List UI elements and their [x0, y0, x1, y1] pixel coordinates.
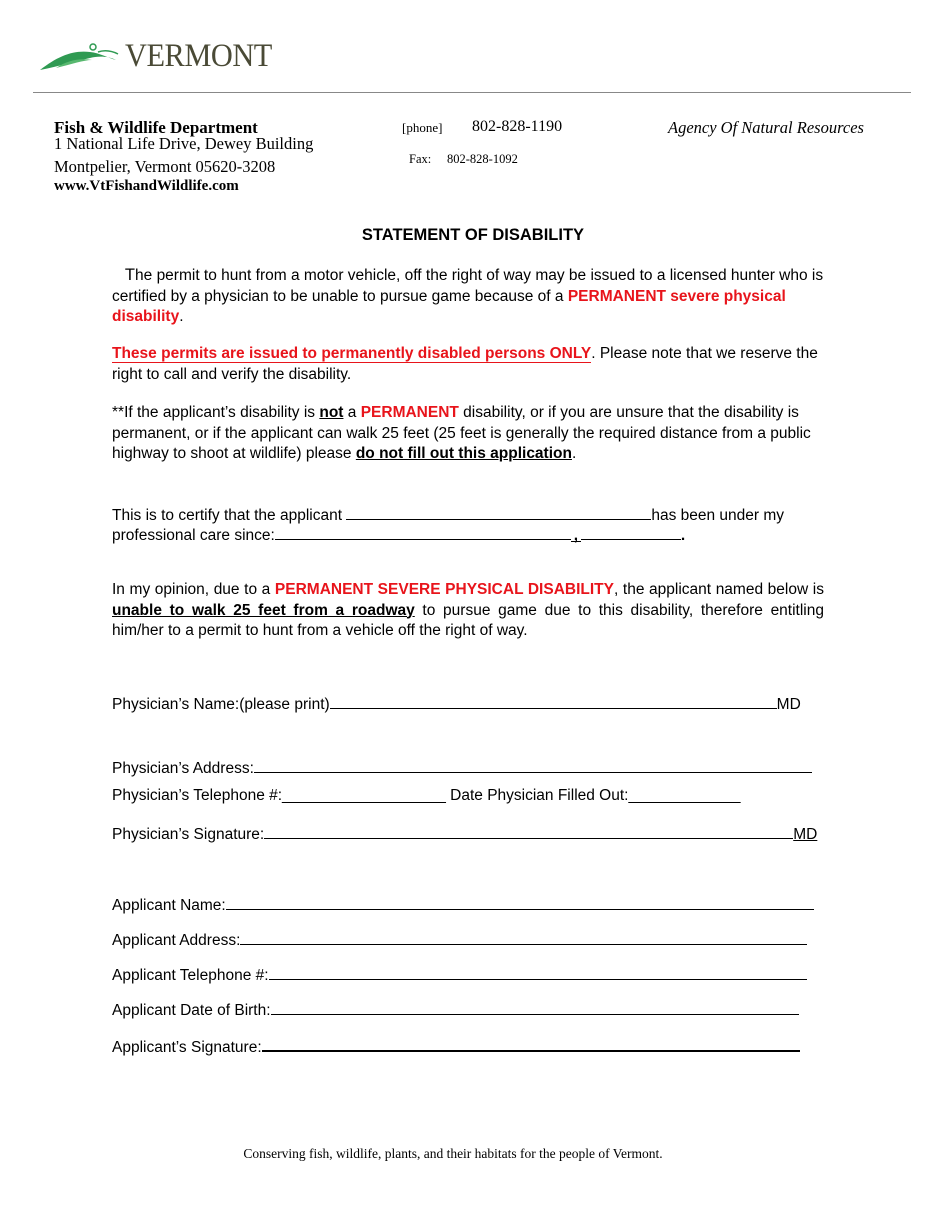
- opinion-emphasis: PERMANENT SEVERE PHYSICAL DISABILITY: [274, 581, 614, 598]
- certify-line-1: [112, 504, 784, 526]
- applicant-signature-row: [112, 1035, 800, 1058]
- intro-end: .: [179, 308, 184, 325]
- phone-number: 802-828-1190: [472, 118, 563, 135]
- physician-telephone-field[interactable]: ___________________: [282, 787, 446, 804]
- opinion-paragraph: [112, 580, 824, 642]
- physician-signature-field[interactable]: [264, 823, 793, 839]
- agency-name: Agency Of Natural Resources: [668, 118, 864, 137]
- applicant-name-field[interactable]: [346, 504, 651, 520]
- applicant-signature-input[interactable]: [262, 1035, 800, 1052]
- physician-telephone-label: Physician’s Telephone #:: [112, 787, 283, 804]
- warning-end: .: [571, 445, 577, 462]
- applicant-address-label: Applicant Address:: [112, 932, 241, 949]
- opinion-underlined: unable to walk 25 feet from a roadway: [112, 601, 415, 619]
- warning-emphasis: do not fill out this application: [355, 445, 572, 462]
- intro-emphasis: PERMANENT severe physical disability: [112, 287, 786, 325]
- document-title: STATEMENT OF DISABILITY: [361, 226, 585, 244]
- warning-text-3: disability, or if you are unsure that the disability is permanent, or if the applicant can walk 25 feet (25 feet is generally the required distance from a public highway to shoot at wildlife) please: [112, 404, 811, 462]
- phone-label: [phone]: [402, 120, 443, 135]
- physician-date-field[interactable]: _____________: [628, 787, 741, 804]
- fax-number: 802-828-1092: [447, 152, 518, 166]
- address-line-1: 1 National Life Drive, Dewey Building: [54, 134, 314, 153]
- applicant-dob-row: [112, 999, 799, 1021]
- physician-signature-row: [112, 823, 817, 845]
- intro-text: he permit to hunt from a motor vehicle, off the right of way may be issued to a licensed hunter who is certified by a physician to be unable to pursue game because of a: [112, 267, 824, 305]
- fax-label: Fax:: [409, 152, 432, 166]
- opinion-text-1: In my opinion, due to a: [112, 581, 275, 598]
- applicant-dob-input[interactable]: [271, 999, 799, 1015]
- physician-md-label: MD: [776, 696, 801, 713]
- warning-text-1: **If the applicant’s disability is: [112, 404, 320, 421]
- care-since-date-field[interactable]: [275, 524, 571, 540]
- physician-date-label: Date Physician Filled Out:: [445, 787, 629, 804]
- applicant-telephone-label: Applicant Telephone #:: [112, 967, 269, 984]
- applicant-telephone-row: [112, 964, 807, 986]
- warning-not: not: [319, 404, 344, 421]
- physician-address-label: Physician’s Address:: [112, 760, 254, 777]
- certify-text-2: has been under my: [651, 507, 785, 524]
- warning-permanent: PERMANENT: [360, 404, 459, 421]
- physician-name-row: [112, 693, 801, 715]
- physician-name-field[interactable]: [330, 693, 777, 709]
- physician-address-field[interactable]: [254, 757, 812, 773]
- permits-notice-text: . Please note that we reserve the right to call and verify the disability.: [112, 345, 818, 383]
- applicant-address-input[interactable]: [240, 929, 807, 945]
- certify-text-1: This is to certify that the applicant: [112, 507, 347, 524]
- applicant-address-row: [112, 929, 807, 951]
- footer-tagline: Conserving fish, wildlife, plants, and their habitats for the people of Vermont.: [243, 1146, 663, 1161]
- permits-notice-paragraph: [112, 344, 824, 385]
- applicant-name-input[interactable]: [226, 894, 814, 910]
- header-divider: [33, 92, 911, 93]
- certify-text-3: professional care since:: [112, 527, 275, 544]
- opinion-text-3: to pursue game due to this disability, therefore entitling him/her to a permit to hunt from a vehicle off the right of way.: [112, 601, 824, 639]
- physician-address-row: [112, 757, 812, 779]
- physician-signature-md: MD: [793, 826, 818, 843]
- warning-text-2: a: [343, 404, 361, 421]
- care-since-year-field[interactable]: [581, 524, 681, 540]
- applicant-telephone-input[interactable]: [269, 964, 807, 980]
- intro-first-letter: T: [124, 266, 136, 284]
- certify-period: .: [680, 527, 686, 544]
- certify-line-2: [112, 524, 685, 546]
- opinion-text-2: , the applicant named below is: [613, 581, 824, 598]
- applicant-signature-label: Applicant’s Signature:: [112, 1039, 262, 1056]
- physician-name-label: Physician’s Name:(please print): [112, 696, 330, 713]
- physician-telephone-row: [112, 786, 741, 806]
- applicant-name-label: Applicant Name:: [112, 897, 226, 914]
- address-line-2: Montpelier, Vermont 05620-3208: [54, 157, 276, 176]
- care-since-comma: ,: [571, 526, 581, 542]
- logo-wordmark: VERMONT: [125, 38, 272, 74]
- department-name: Fish & Wildlife Department: [54, 118, 258, 137]
- physician-signature-label: Physician’s Signature:: [112, 826, 265, 843]
- applicant-dob-label: Applicant Date of Birth:: [112, 1002, 271, 1019]
- warning-paragraph: [112, 403, 824, 465]
- permits-notice-emphasis: These permits are issued to permanently disabled persons ONLY: [112, 345, 592, 362]
- website-link[interactable]: www.VtFishandWildlife.com: [54, 178, 239, 194]
- applicant-name-row: [112, 894, 814, 916]
- intro-paragraph: [112, 265, 824, 328]
